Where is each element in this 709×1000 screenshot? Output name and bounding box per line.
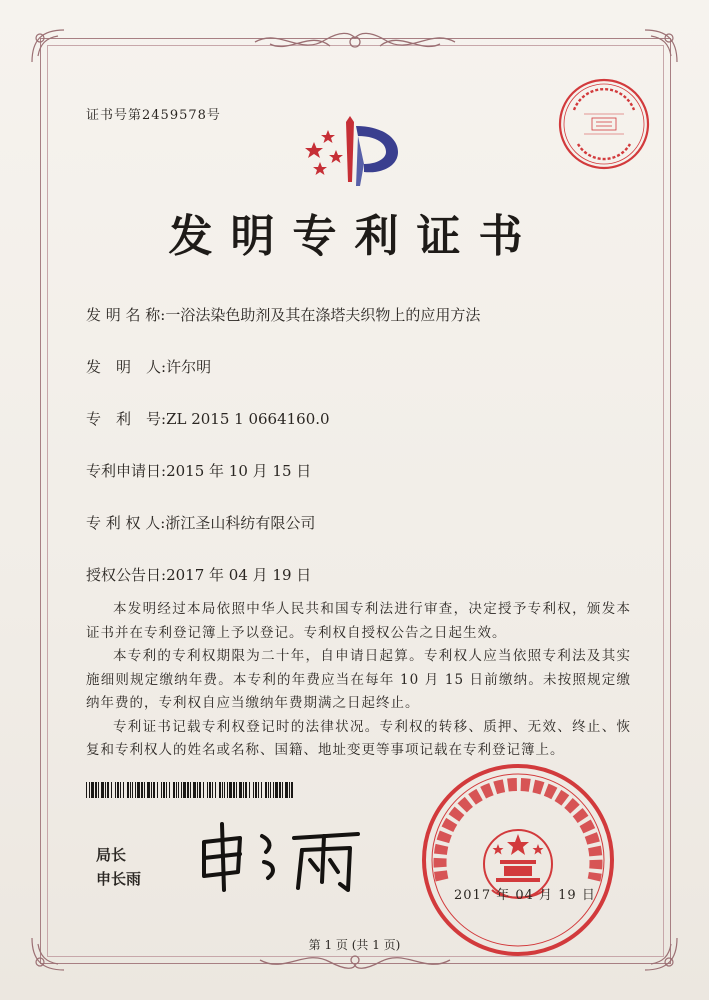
barcode-bar <box>86 782 87 798</box>
certificate-title: 发明专利证书 <box>168 211 541 262</box>
barcode-bar <box>178 782 179 798</box>
barcode-bar <box>123 782 124 798</box>
tax-stamp-seal-icon <box>556 76 652 172</box>
barcode-bar <box>98 782 99 798</box>
barcode-bar <box>209 782 211 798</box>
barcode-bar <box>163 782 165 798</box>
barcode-bar <box>176 782 177 798</box>
barcode-bar <box>115 782 116 798</box>
barcode-bar <box>120 782 121 798</box>
barcode-bar <box>253 782 254 798</box>
barcode-bar <box>101 782 104 798</box>
barcode-bar <box>215 782 216 798</box>
certificate-body <box>86 598 631 763</box>
barcode-bar <box>111 782 112 798</box>
barcode-icon <box>86 782 294 798</box>
barcode-bar <box>282 782 283 798</box>
barcode-bar <box>219 782 221 798</box>
barcode-bar <box>197 782 198 798</box>
corner-ornament-icon <box>28 26 68 66</box>
barcode-bar <box>153 782 155 798</box>
barcode-bar <box>212 782 213 798</box>
page-number: 第 1 页 (共 1 页) <box>308 938 401 952</box>
field-patent-number <box>86 408 330 429</box>
barcode-bar <box>291 782 293 798</box>
top-ornament-icon <box>250 28 460 56</box>
field-value: ZL 2015 1 0664160.0 <box>166 410 330 428</box>
barcode-bar <box>239 782 242 798</box>
field-label: 专 利 权 人: <box>86 514 166 532</box>
body-paragraph: 专利证书记载专利权登记时的法律状况。专利权的转移、质押、无效、终止、恢复和专利权人的姓名或名称、国籍、地址变更等事项记载在专利登记簿上。 <box>86 718 631 758</box>
barcode-bar <box>193 782 196 798</box>
barcode-bar <box>227 782 228 798</box>
barcode-bar <box>249 782 250 798</box>
barcode-bar <box>183 782 186 798</box>
barcode-bar <box>245 782 247 798</box>
barcode-bar <box>224 782 225 798</box>
barcode-bar <box>243 782 244 798</box>
field-inventor <box>86 356 211 377</box>
barcode-bar <box>233 782 235 798</box>
barcode-bar <box>117 782 119 798</box>
barcode-bar <box>261 782 262 798</box>
barcode-bar <box>107 782 109 798</box>
barcode-bar <box>127 782 129 798</box>
field-value: 浙江圣山科纺有限公司 <box>165 514 316 532</box>
barcode-bar <box>135 782 136 798</box>
body-paragraph: 本专利的专利权期限为二十年，自申请日起算。专利权人应当依照专利法及其实施细则规定缴纳年费。本专利的年费应当在每年 10 月 15 日前缴纳。未按照规定缴纳年费的，专利权自应当缴纳年费期满之日起终止。 <box>86 648 631 711</box>
field-value: 2015 年 10 月 15 日 <box>166 462 312 480</box>
field-label: 发 明 人: <box>86 358 167 376</box>
body-paragraph: 本发明经过本局依照中华人民共和国专利法进行审查，决定授予专利权，颁发本证书并在专利登记簿上予以登记。专利权自授权公告之日起生效。 <box>86 601 631 641</box>
field-grant-date <box>86 564 311 585</box>
barcode-bar <box>265 782 267 798</box>
barcode-bar <box>285 782 288 798</box>
barcode-bar <box>132 782 133 798</box>
national-ip-office-seal-icon <box>418 760 618 960</box>
barcode-bar <box>203 782 204 798</box>
certificate-number: 证书号第2459578号 <box>86 108 221 123</box>
barcode-bar <box>268 782 269 798</box>
barcode-bar <box>161 782 162 798</box>
barcode-bar <box>199 782 201 798</box>
barcode-bar <box>169 782 170 798</box>
barcode-bar <box>222 782 223 798</box>
field-patentee <box>86 512 315 533</box>
field-label: 专 利 号: <box>86 410 167 428</box>
field-invention-name <box>86 304 480 325</box>
barcode-bar <box>289 782 290 798</box>
field-application-date <box>86 460 311 481</box>
barcode-bar <box>255 782 257 798</box>
barcode-bar <box>95 782 97 798</box>
signatory-name: 申长雨 <box>96 870 142 888</box>
signatory-title: 局长 <box>96 846 127 864</box>
field-value: 许尔明 <box>166 358 212 376</box>
seal-date: 2017 年 04 月 19 日 <box>454 888 596 903</box>
barcode-bar <box>181 782 182 798</box>
barcode-bar <box>166 782 167 798</box>
handwritten-signature-icon <box>190 818 370 898</box>
patent-office-logo-icon <box>302 112 414 192</box>
field-label: 发 明 名 称: <box>86 306 166 324</box>
field-label: 专利申请日: <box>86 462 167 480</box>
barcode-bar <box>207 782 208 798</box>
barcode-bar <box>187 782 189 798</box>
barcode-bar <box>141 782 143 798</box>
barcode-bar <box>279 782 281 798</box>
field-value: 2017 年 04 月 19 日 <box>166 566 312 584</box>
barcode-bar <box>229 782 232 798</box>
field-value: 一浴法染色助剂及其在涤塔夫织物上的应用方法 <box>165 306 481 324</box>
barcode-bar <box>273 782 274 798</box>
barcode-bar <box>130 782 131 798</box>
barcode-bar <box>144 782 145 798</box>
barcode-bar <box>157 782 158 798</box>
barcode-bar <box>91 782 94 798</box>
corner-ornament-icon <box>641 26 681 66</box>
barcode-bar <box>147 782 150 798</box>
barcode-bar <box>236 782 237 798</box>
barcode-bar <box>105 782 106 798</box>
field-label: 授权公告日: <box>86 566 167 584</box>
barcode-bar <box>275 782 278 798</box>
barcode-bar <box>151 782 152 798</box>
barcode-bar <box>190 782 191 798</box>
barcode-bar <box>173 782 175 798</box>
barcode-bar <box>258 782 259 798</box>
barcode-bar <box>270 782 271 798</box>
barcode-bar <box>89 782 90 798</box>
barcode-bar <box>137 782 140 798</box>
